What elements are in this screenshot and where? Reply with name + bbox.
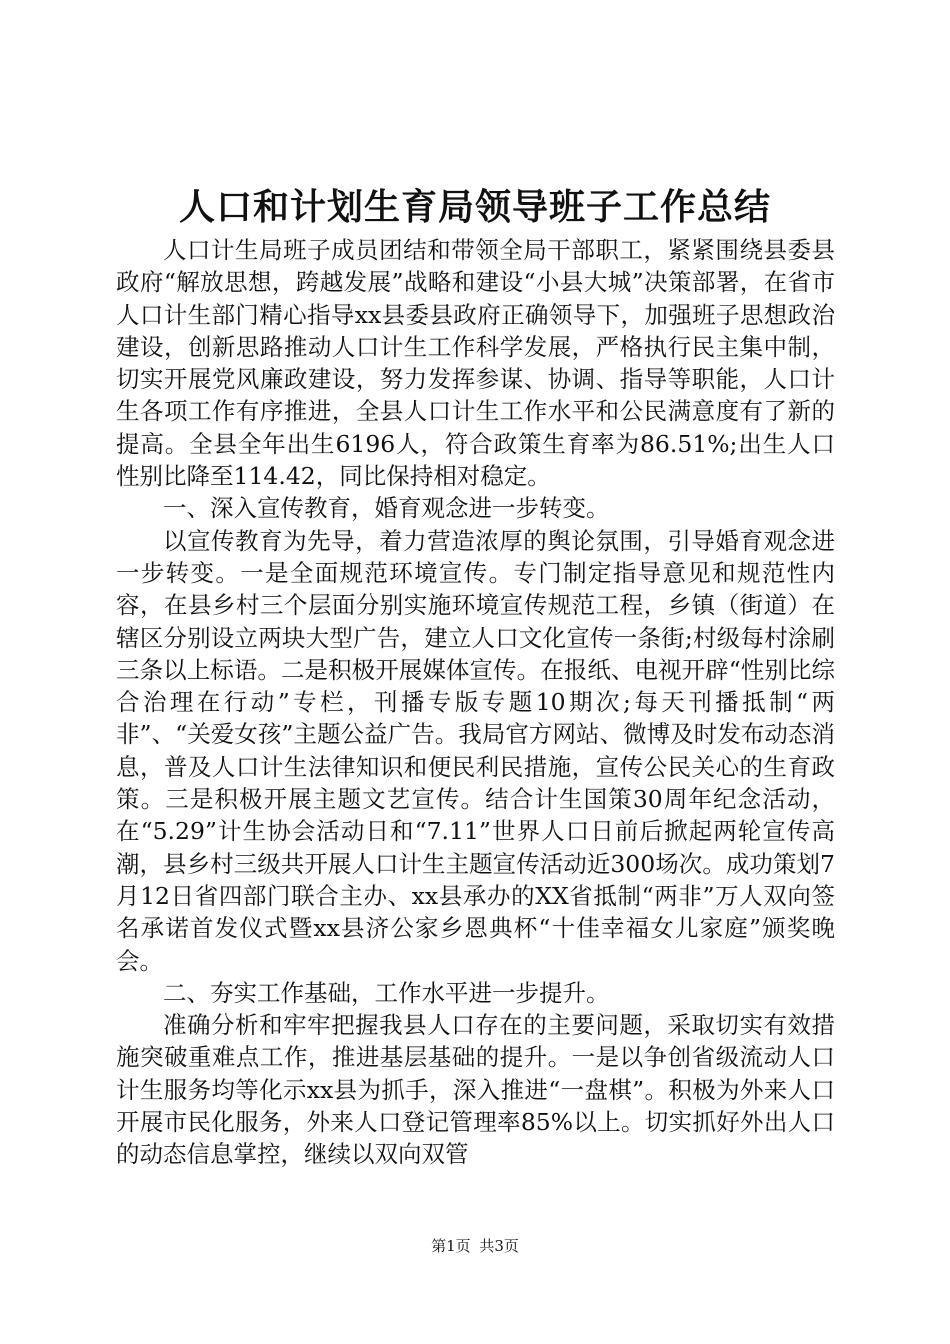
document-title: 人口和计划生育局领导班子工作总结 [178,186,771,228]
page-total: 共3页 [479,1237,519,1255]
section-1-paragraph: 以宣传教育为先导，着力营造浓厚的舆论氛围，引导婚育观念进一步转变。一是全面规范环境宣传。专门制定指导意见和规范性内容，在县乡村三个层面分别实施环境宣传规范工程，乡镇（街道）在辖区分别设立两块大型广告，建立人口文化宣传一条街;村级每村涂刷三条以上标语。二是积极开展媒体宣传。在报纸、电视开辟“性别比综合治理在行动”专栏，刊播专版专题10期次;每天刊播抵制“两非”、“关爱女孩”主题公益广告。我局官方网站、微博及时发布动态消息，普及人口计生法律知识和便民利民措施，宣传公民关心的生育政策。三是积极开展主题文艺宣传。结合计生国策30周年纪念活动，在“5.29”计生协会活动日和“7.11”世界人口日前后掀起两轮宣传高潮，县乡村三级共开展人口计生主题宣传活动近300场次。成功策划7月12日省四部门联合主办、xx县承办的XX省抵制“两非”万人双向签名承诺首发仪式暨xx县济公家乡恩典杯“十佳幸福女儿家庭”颁奖晚会。 [116,526,835,975]
section-heading-1: 一、深入宣传教育，婚育观念进一步转变。 [163,494,610,523]
intro-paragraph: 人口计生局班子成员团结和带领全局干部职工，紧紧围绕县委县政府“解放思想，跨越发展”战略和建设“小县大城”决策部署，在省市人口计生部门精心指导xx县委县政府正确领导下，加强班子思想政治建设，创新思路推动人口计生工作科学发展，严格执行民主集中制，切实开展党风廉政建设，努力发挥参谋、协调、指导等职能，人口计生各项工作有序推进，全县人口计生工作水平和公民满意度有了新的提高。全县全年出生6196人，符合政策生育率为86.51%;出生人口性别比降至114.42，同比保持相对稳定。 [116,236,835,491]
document-body [116,234,835,1171]
section-2-paragraph: 准确分析和牢牢把握我县人口存在的主要问题，采取切实有效措施突破重难点工作，推进基层基础的提升。一是以争创省级流动人口计生服务均等化示xx县为抓手，深入推进“一盘棋”。积极为外来人口开展市民化服务，外来人口登记管理率85%以上。切实抓好外出人口的动态信息掌控，继续以双向双管 [116,1011,835,1169]
page-number: 第1页 [431,1237,471,1255]
page-footer [0,1236,950,1256]
section-heading-2: 二、夯实工作基础，工作水平进一步提升。 [163,978,610,1007]
